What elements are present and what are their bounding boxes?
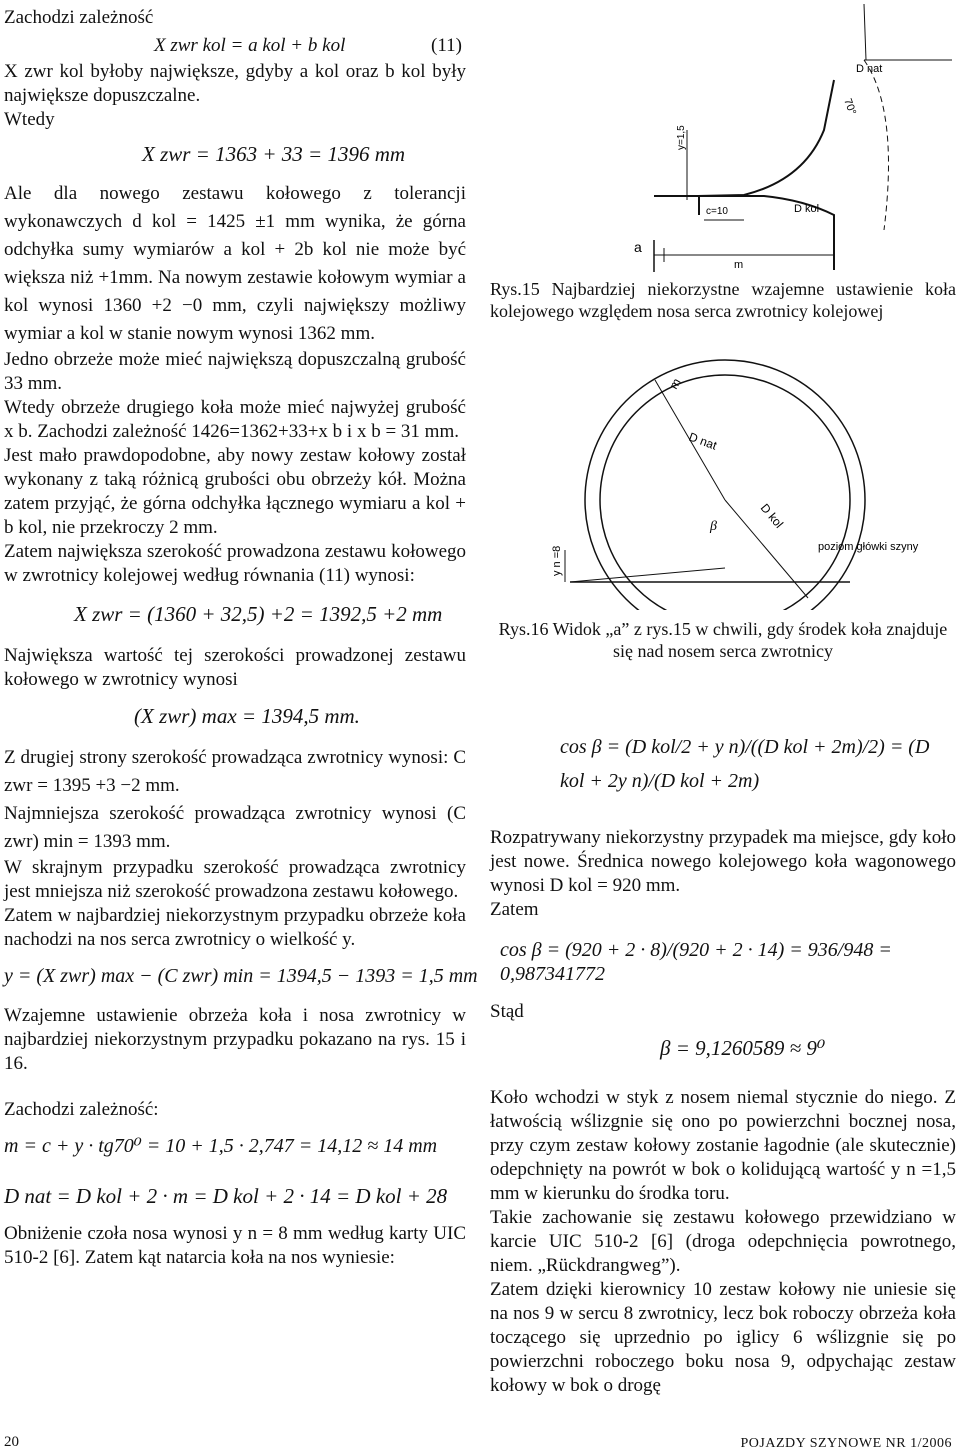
equation: D nat = D kol + 2 · m = D kol + 2 · 14 = D kol + 28 <box>4 1184 448 1208</box>
paragraph: Jedno obrzeże może mieć największą dopuszczalną grubość 33 mm. <box>4 349 466 394</box>
paragraph: Wtedy obrzeże drugiego koła może mieć najwyżej grubość x b. Zachodzi zależność 1426=1362+33+x b i x b = 31 mm. <box>4 397 466 442</box>
dkol-label: D kol <box>757 500 787 531</box>
m-label: m <box>734 259 744 271</box>
equation: y = (X zwr) max − (C zwr) min = 1394,5 − 1393 = 1,5 mm <box>4 965 478 987</box>
paragraph: Zatem <box>490 899 539 920</box>
left-column <box>4 0 478 1270</box>
beta-label: β <box>710 519 717 534</box>
paragraph: Najmniejsza szerokość prowadząca zwrotnicy wynosi (C zwr) min = 1393 mm. <box>4 803 466 852</box>
paragraph: Zatem największa szerokość prowadzona zestawu kołowego w zwrotnicy kolejowej według równania (11) wynosi: <box>4 541 466 586</box>
paragraph: X zwr kol byłoby największe, gdyby a kol oraz b kol były największe dopuszczalne. <box>4 61 466 106</box>
equation: m = c + y · tg70⁰ = 10 + 1,5 · 2,747 = 14,12 ≈ 14 mm <box>4 1135 438 1157</box>
journal-footer: POJAZDY SZYNOWE NR 1/2006 <box>740 1436 952 1451</box>
paragraph: Rozpatrywany niekorzystny przypadek ma miejsce, gdy koło jest nowe. Średnica nowego kolejowego koła wagonowego wynosi D kol = 920 mm. <box>490 827 956 896</box>
page-number: 20 <box>4 1434 19 1450</box>
paragraph: Wtedy <box>4 109 55 130</box>
angle-label: 70° <box>841 96 859 117</box>
equation: X zwr = (1360 + 32,5) +2 = 1392,5 +2 mm <box>74 602 443 626</box>
dnat-label: D nat <box>686 429 719 453</box>
paragraph: Z drugiej strony szerokość prowadząca zwrotnicy wynosi: C zwr = 1395 +3 −2 mm. <box>4 747 466 796</box>
paragraph: Zachodzi zależność <box>4 7 154 28</box>
paragraph: Takie zachowanie się zestawu kołowego przewidziano w karcie UIC 510-2 [6] (droga odepchnięcia powrotnego, niem. „Rückdrangweg”). <box>490 1207 956 1276</box>
figure-16-caption: Rys.16 Widok „a” z rys.15 w chwili, gdy środek koła znajduje się nad nosem serca zwrotnicy <box>498 619 948 661</box>
dnat-label: D nat <box>856 63 883 75</box>
c-label: c=10 <box>706 206 728 217</box>
equation: X zwr = 1363 + 33 = 1396 mm <box>142 142 406 166</box>
paragraph: Obniżenie czoła nosa wynosi y n = 8 mm według karty UIC 510-2 [6]. Zatem kąt natarcia koła na nos wyniesie: <box>4 1223 466 1268</box>
m-label: m <box>666 375 684 392</box>
paragraph: Stąd <box>490 1001 524 1022</box>
rail-level-label: poziom główki szyny <box>818 541 919 553</box>
figure-15-caption: Rys.15 Najbardziej niekorzystne wzajemne ustawienie koła kolejowego względem nosa serca zwrotnicy kolejowej <box>490 279 956 321</box>
equation-cos-numeric: cos β = (920 + 2 · 8)/(920 + 2 · 14) = 936/948 = 0,987341772 <box>500 939 892 985</box>
paragraph: Wzajemne ustawienie obrzeża koła i nosa zwrotnicy w najbardziej niekorzystnym przypadku pokazano na rys. 15 i 16. <box>4 1005 466 1074</box>
paragraph: Największa wartość tej szerokości prowadzonej zestawu kołowego w zwrotnicy wynosi <box>4 645 466 690</box>
view-a-label: a <box>634 239 642 255</box>
paragraph: Jest mało prawdopodobne, aby nowy zestaw kołowy został wykonany z taką różnicą grubości obu obrzeży kół. Można zatem przyjąć, że górna odchyłka łącznego wymiaru a kol + b kol, nie przekroczy 2 mm. <box>4 445 466 538</box>
equation-cos-general: cos β = (D kol/2 + y n)/((D kol + 2m)/2) = (D kol + 2y n)/(D kol + 2m) <box>560 736 930 792</box>
equation-beta: β = 9,1260589 ≈ 9⁰ <box>660 1036 826 1060</box>
yn-label: y n =8 <box>551 545 563 576</box>
figure-16-wheel-view-drawing <box>550 350 956 610</box>
figure-15-wheel-flange-drawing <box>504 0 954 272</box>
paragraph: Zatem dzięki kierownicy 10 zestaw kołowy nie uniesie się na nos 9 w sercu 8 zwrotnicy, lecz bok roboczy obrzeża koła toczącego się uprzednio po iglicy 6 wślizgnie się po powierzchni roboczego boku nosa 9, odpychając zestaw kołowy w bok o drogę <box>490 1279 956 1396</box>
outer-circle-dnat <box>585 360 865 610</box>
paragraph: Zachodzi zależność: <box>4 1099 159 1120</box>
dkol-label: D kol <box>794 203 820 215</box>
equation-11: X zwr kol = a kol + b kol (11) <box>154 35 462 56</box>
paragraph: Koło wchodzi w styk z nosem niemal stycznie do niego. Z łatwością wślizgnie się ono po powierzchni bocznej nosa, przy czym zestaw kołowy zostanie łagodnie (ale skutecznie) odepchnięty na powrót w bok o kolidującą wartość y n =1,5 mm w kierunku do środka toru. <box>490 1087 956 1204</box>
equation: (X zwr) max = 1394,5 mm. <box>134 704 360 728</box>
paragraph: W skrajnym przypadku szerokość prowadząca zwrotnicy jest mniejsza niż szerokość prowadzona zestawu kołowego. <box>4 857 466 902</box>
inner-circle-dkol <box>600 375 850 610</box>
paragraph: Zatem w najbardziej niekorzystnym przypadku obrzeże koła nachodzi na nos serca zwrotnicy o wielkość y. <box>4 905 466 950</box>
paragraph: Ale dla nowego zestawu kołowego z tolerancji wykonawczych d kol = 1425 ±1 mm wynika, że górna odchyłka sumy wymiarów a kol + 2b kol nie może być większa niż +1mm. Na nowym zestawie kołowym wymiar a kol wynosi 1360 +2 −0 mm, czyli największy możliwy wymiar a kol w stanie nowym wynosi 1362 mm. <box>4 183 466 344</box>
y-label: y=1,5 <box>676 125 687 150</box>
